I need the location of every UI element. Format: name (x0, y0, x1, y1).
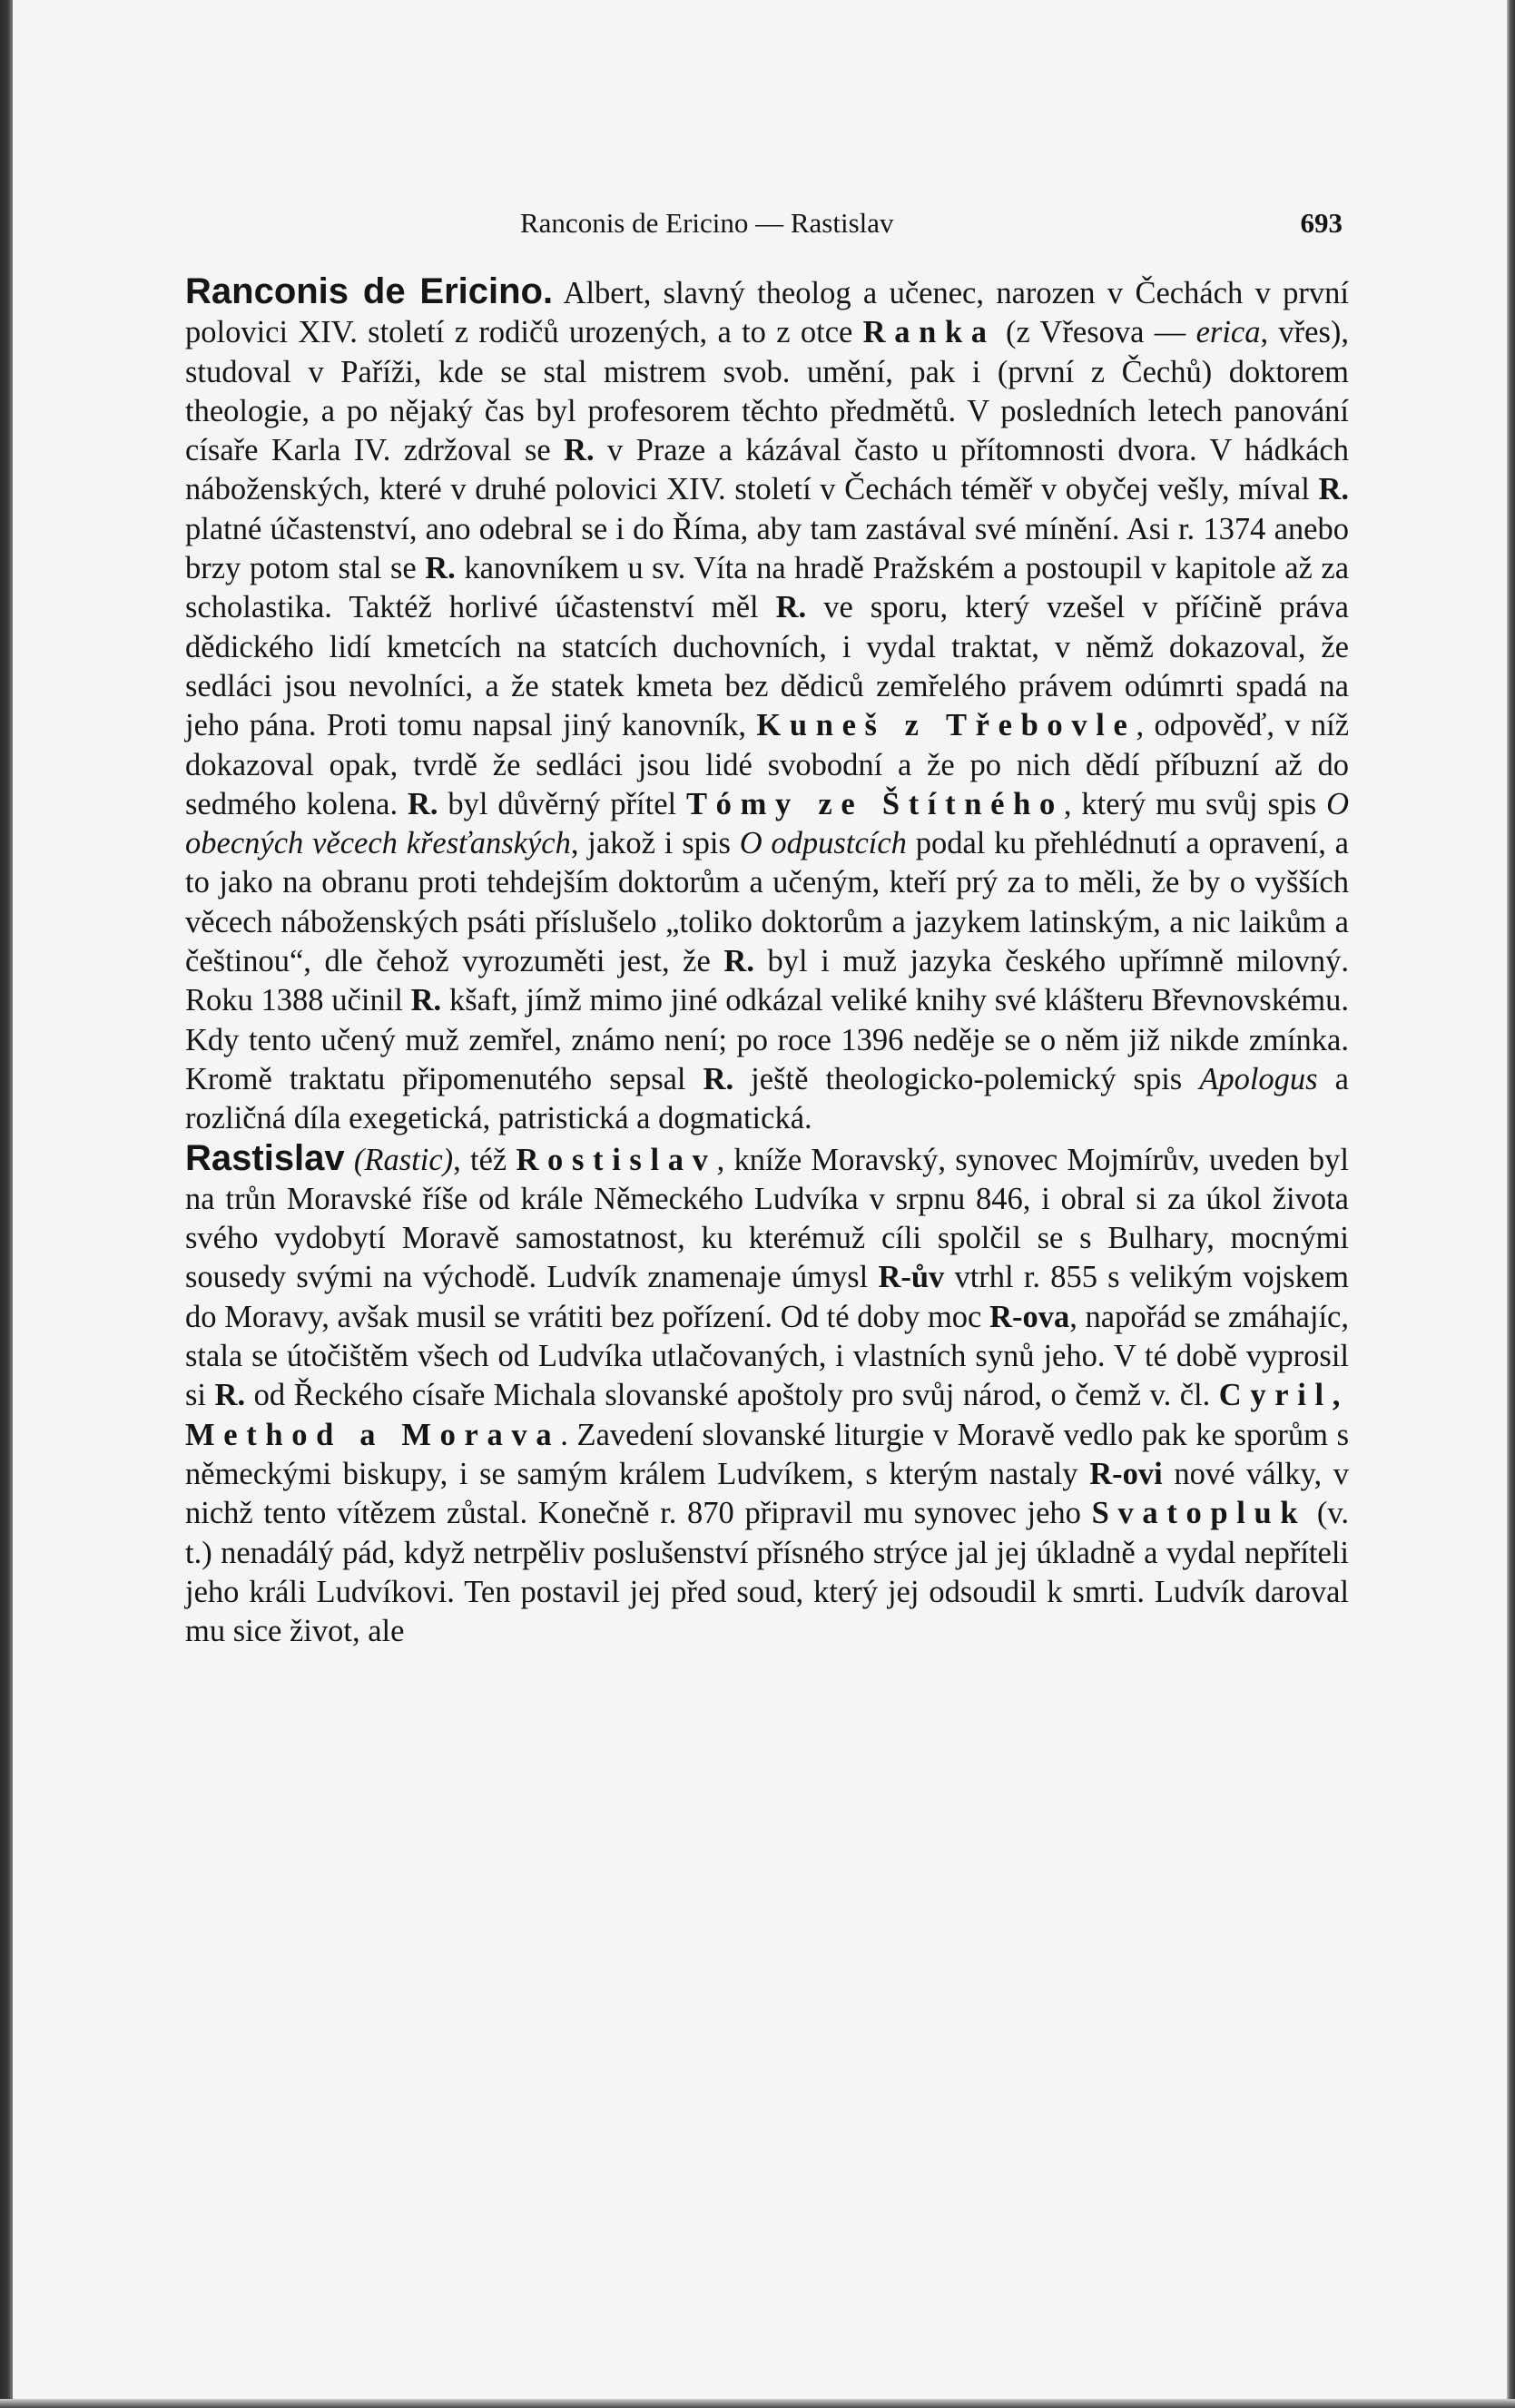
abbrev-r: R. (703, 1061, 734, 1096)
entry-text: a rozličná díla exegetická, patristická a dogmatická. (185, 1061, 1349, 1136)
scan-edge-left (0, 0, 13, 2408)
running-title: Ranconis de Ericino — Rastislav (520, 207, 894, 239)
book-page (13, 0, 1507, 2399)
entry-rastislav (185, 1139, 1349, 1652)
spaced-name: Cyril, Method a Morava (185, 1378, 1349, 1452)
entry-text: podal ku přehlédnutí a opravení, a to jako na obranu proti tehdejším doktorům a učeným, kteří prý za to měli, že by o vyšších věcech náboženských psáti příslušelo „toliko doktorům a jazykem latinským, a nic laikům a češtinou“, dle čehož vyrozuměti jest, že (185, 826, 1349, 979)
entry-text: v Praze a kázával často u přítomnosti dvora. V hádkách náboženských, které v druhé polovici XIV. století v Čechách téměř v obyčej vešly, míval (185, 433, 1349, 507)
spaced-name: Kuneš z Třebovle (756, 708, 1136, 743)
entry-text: Albert, slavný theolog a učenec, narozen v Čechách v první polovici XIV. století z rodičů urozených, a to z otce (185, 276, 1349, 350)
entry-text: , jakož i spis (570, 826, 740, 861)
italic-title: O obecných věcech křesťanských (185, 786, 1350, 861)
scan-edge-right (1507, 0, 1515, 2408)
abbrev-r: R. (564, 433, 595, 468)
italic-variant: (Rastic) (353, 1142, 454, 1177)
entry-text (345, 1143, 354, 1177)
abbrev-r: R. (775, 590, 807, 625)
entry-text: vtrhl r. 855 s velikým vojskem do Moravy, avšak musil se vrátiti bez pořízení. Od té doby moc (185, 1260, 1349, 1334)
spaced-name: Tómy ze Štítného (686, 786, 1064, 821)
entry-text: nové války, v nichž tento vítězem zůstal. Konečně r. 870 připravil mu synovec jeho (185, 1456, 1349, 1531)
headword-ranconis: Ranconis de Ericino. (185, 271, 554, 311)
abbrev-r: R. (723, 944, 754, 979)
page-number: 693 (1300, 207, 1343, 239)
abbrev-r: R-ova (989, 1299, 1070, 1334)
abbrev-r: R. (425, 551, 456, 586)
spaced-name: Ranka (862, 315, 996, 350)
abbrev-r: R. (214, 1378, 246, 1413)
spaced-name: Svatopluk (1091, 1496, 1307, 1531)
running-head (199, 207, 1343, 243)
entry-text: (z Vřesova — (995, 315, 1196, 350)
abbrev-r: R. (1318, 472, 1349, 507)
entry-text: , odpověď, v níž dokazoval opak, tvrdě že sedláci jsou lidé svobodní a že po nich dědí příbuzní až do sedmého kolena. (185, 708, 1350, 821)
headword-rastislav: Rastislav (185, 1137, 345, 1178)
body-text (185, 272, 1349, 1651)
entry-text: ještě theologicko-polemický spis (733, 1061, 1200, 1096)
entry-text: ve sporu, který vzešel v příčině práva dědického lidí kmetcích na statcích duchovních, i vydal traktat, v němž dokazoval, že sedláci jsou nevolníci, a že statek kmeta bez dědiců zemřelého právem odúmrti spadá na jeho pána. Proti tomu napsal jiný kanovník, (185, 590, 1349, 743)
entry-text: byl i muž jazyka českého upřímně milovný. Roku 1388 učinil (185, 944, 1349, 1018)
abbrev-r: R-ův (878, 1260, 945, 1295)
italic-term: erica (1195, 315, 1261, 350)
entry-text: , kníže Moravský, synovec Mojmírův, uveden byl na trůn Moravské říše od krále Německého Ludvíka v srpnu 846, i obral si za úkol života svého vydobytí Moravě samostatnost, ku kterémuž cíli spolčil se s Bulhary, mocnými sousedy svými na východě. Ludvík znamenaje úmysl (185, 1142, 1349, 1295)
entry-text: byl důvěrný přítel (438, 786, 686, 821)
abbrev-r: R-ovi (1089, 1456, 1163, 1491)
entry-text: platné účastenství, ano odebral se i do Říma, aby tam zastával své mínění. Asi r. 1374 anebo brzy potom stal se (185, 511, 1349, 586)
entry-text: od Řeckého císaře Michala slovanské apoštoly pro svůj národ, o čemž v. čl. (245, 1378, 1219, 1413)
entry-text: (v. t.) nenadálý pád, když netrpěliv poslušenství přísného strýce jal jej úkladně a vydal nepříteli jeho králi Ludvíkovi. Ten postavil jej před soud, který jej odsoudil k smrti. Ludvík daroval mu sice život, ale (185, 1496, 1350, 1649)
italic-title: Apologus (1199, 1061, 1318, 1096)
entry-text: . Zavedení slovanské liturgie v Moravě vedlo pak ke sporům s německými biskupy, i se samým králem Ludvíkem, s kterým nastaly (185, 1417, 1350, 1491)
entry-text: , který mu svůj spis (1063, 786, 1327, 821)
entry-text: kšaft, jímž mimo jiné odkázal veliké knihy své klášteru Břevnovskému. Kdy tento učený muž zemřel, známo není; po roce 1396 neděje se o něm již nikde zmínka. Kromě traktatu připomenutého sepsal (185, 983, 1349, 1096)
entry-text: , napořád se zmáhajíc, stala se útočištěm všech od Ludvíka utlačovaných, i vlastních synů jeho. V té době vyprosil si (185, 1299, 1349, 1413)
scan-edge-bottom (0, 2399, 1515, 2408)
entry-ranconis (185, 272, 1349, 1139)
abbrev-r: R. (410, 983, 442, 1018)
entry-text: kanovníkem u sv. Víta na hradě Pražském a postoupil v kapitole až za scholastika. Taktéž horlivé účastenství měl (185, 551, 1350, 625)
italic-title: O odpustcích (739, 826, 907, 861)
spaced-name: Rostislav (516, 1142, 717, 1177)
abbrev-r: R. (407, 786, 438, 821)
entry-text: , též (453, 1142, 516, 1177)
entry-text: , vřes), studoval v Paříži, kde se stal mistrem svob. umění, pak i (první z Čechů) doktorem theologie, a po nějaký čas byl profesorem těchto předmětů. V posledních letech panování císaře Karla IV. zdržoval se (185, 315, 1349, 468)
